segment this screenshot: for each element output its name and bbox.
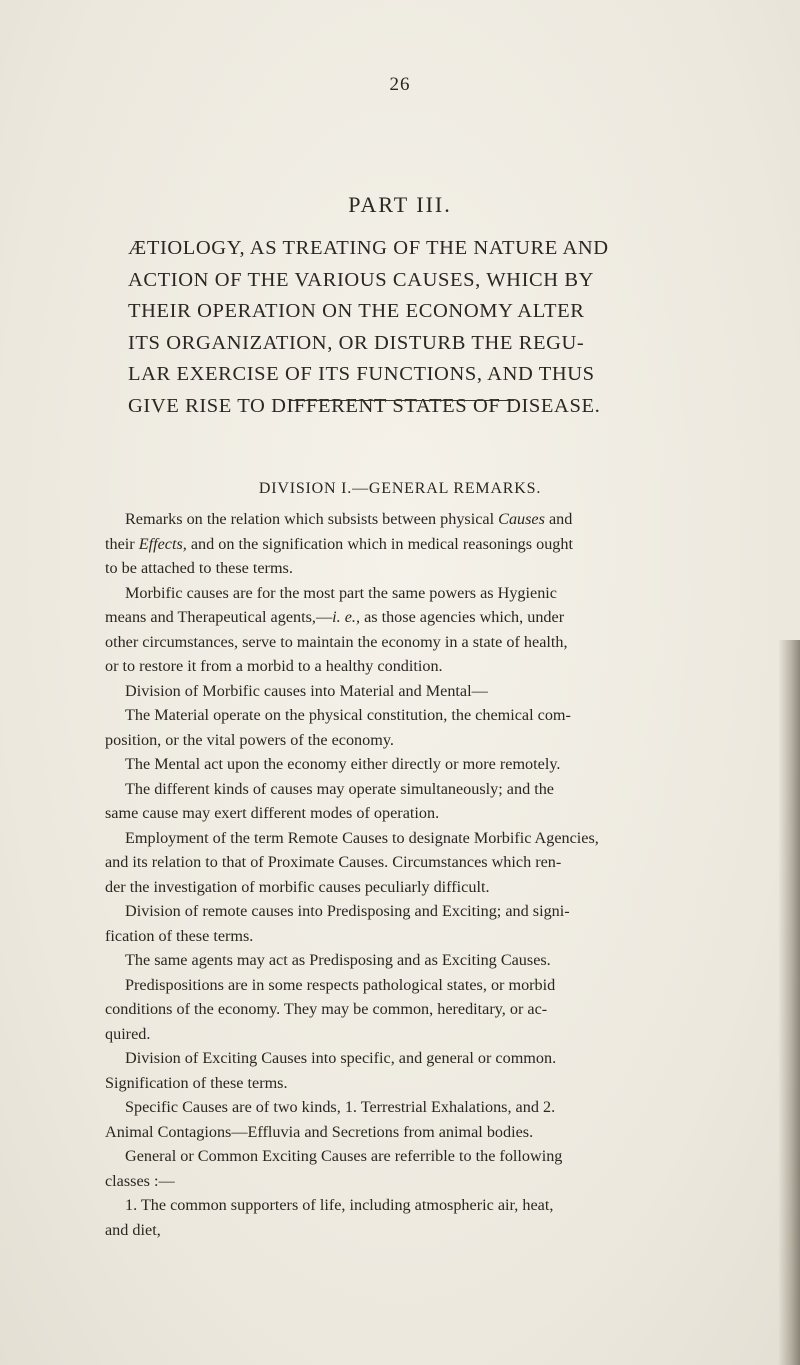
line-text: same cause may exert different modes of operation. <box>105 804 440 822</box>
body-text-line <box>105 899 705 924</box>
body-text-line <box>105 556 705 581</box>
line-text: Signification of these terms. <box>105 1073 288 1092</box>
line-text: The different kinds of causes may operate simultaneously; and the <box>125 779 554 798</box>
line-text: Division of Morbific causes into Material and Mental— <box>125 681 488 700</box>
line-text: Specific Causes are of two kinds, 1. Terrestrial Exhalations, and 2. <box>125 1098 556 1116</box>
body-text-line <box>105 630 705 655</box>
body-text-line <box>105 1095 705 1120</box>
line-text: other circumstances, serve to maintain the economy in a state of health, <box>105 632 568 651</box>
body-text-line <box>105 973 705 998</box>
part-title: PART III. <box>348 192 452 217</box>
body-text <box>105 507 705 1242</box>
line-text: Morbific causes are for the most part the same powers as Hygienic <box>125 583 557 602</box>
body-text-line <box>105 654 705 679</box>
body-text-line <box>105 777 705 802</box>
line-text: and its relation to that of Proximate Causes. Circumstances which ren- <box>105 853 562 871</box>
page-edge-shadow <box>778 640 800 1365</box>
body-text-line <box>105 1046 705 1071</box>
body-text-line <box>105 1144 705 1169</box>
body-text-line <box>105 1071 705 1096</box>
line-text: Predispositions are in some respects pathological states, or morbid <box>125 975 556 994</box>
body-text-line <box>105 875 705 900</box>
line-text: General or Common Exciting Causes are referrible to the following <box>125 1147 563 1165</box>
body-text-line <box>105 581 705 606</box>
line-text: position, or the vital powers of the economy. <box>105 730 394 749</box>
line-text: Division of remote causes into Predisposing and Exciting; and signi- <box>125 902 570 920</box>
body-text-line <box>105 924 705 949</box>
body-text-line <box>105 997 705 1022</box>
line-text-continued: as those agencies which, under <box>360 608 565 626</box>
body-text-line <box>105 728 705 753</box>
line-text-continued: and <box>544 510 573 528</box>
line-text: Animal Contagions—Effluvia and Secretions from animal bodies. <box>105 1122 534 1141</box>
line-text: Division of Exciting Causes into specific, and general or common. <box>125 1049 557 1067</box>
horizontal-rule <box>290 400 514 401</box>
line-text: classes :— <box>105 1171 175 1190</box>
line-text: The same agents may act as Predisposing and as Exciting Causes. <box>125 951 551 969</box>
body-text-line <box>105 679 705 704</box>
body-text-line <box>105 850 705 875</box>
line-text: to be attached to these terms. <box>105 559 293 577</box>
body-text-line <box>105 1120 705 1145</box>
line-text: 1. The common supporters of life, including atmospheric air, heat, <box>125 1196 554 1214</box>
heading-line: GIVE RISE TO DIFFERENT STATES OF DISEASE. <box>128 394 601 417</box>
body-text-line <box>105 507 705 532</box>
body-text-line <box>105 1169 705 1194</box>
heading-line: LAR EXERCISE OF ITS FUNCTIONS, AND THUS <box>128 363 595 385</box>
body-text-line <box>105 1193 705 1218</box>
line-text: or to restore it from a morbid to a healthy condition. <box>105 657 443 675</box>
division-title: DIVISION I.—GENERAL REMARKS. <box>258 480 542 497</box>
body-text-line <box>105 532 705 557</box>
line-text: der the investigation of morbific causes peculiarly difficult. <box>105 877 490 896</box>
body-text-line <box>105 948 705 973</box>
body-text-line <box>105 801 705 826</box>
body-text-line <box>105 703 705 728</box>
heading-line: ÆTIOLOGY, AS TREATING OF THE NATURE AND <box>128 237 609 259</box>
line-text: Employment of the term Remote Causes to designate Morbific Agencies, <box>125 828 599 847</box>
heading-line: THEIR OPERATION ON THE ECONOMY ALTER <box>128 300 585 322</box>
italic-term: i. e., <box>332 608 361 626</box>
body-text-line <box>105 1022 705 1047</box>
line-text: conditions of the economy. They may be common, hereditary, or ac- <box>105 1000 548 1018</box>
body-text-line <box>105 1218 705 1243</box>
section-heading <box>128 233 688 422</box>
page-number: 26 <box>389 74 411 95</box>
heading-line: ITS ORGANIZATION, OR DISTURB THE REGU- <box>128 331 585 354</box>
heading-line: ACTION OF THE VARIOUS CAUSES, WHICH BY <box>128 268 595 291</box>
body-text-line <box>105 605 705 630</box>
line-text: and diet, <box>105 1220 161 1239</box>
line-text: Remarks on the relation which subsists between physical <box>125 510 499 528</box>
line-text: fication of these terms. <box>105 926 254 945</box>
line-text: their <box>105 534 139 553</box>
italic-term: Effects, <box>138 534 187 553</box>
body-text-line <box>105 826 705 851</box>
line-text: means and Therapeutical agents,— <box>105 608 333 626</box>
line-text: quired. <box>105 1024 151 1043</box>
italic-term: Causes <box>498 510 545 528</box>
line-text: The Mental act upon the economy either directly or more remotely. <box>125 755 561 773</box>
line-text-continued: and on the signification which in medical reasonings ought <box>186 534 573 553</box>
line-text: The Material operate on the physical constitution, the chemical com- <box>125 706 571 724</box>
body-text-line <box>105 752 705 777</box>
